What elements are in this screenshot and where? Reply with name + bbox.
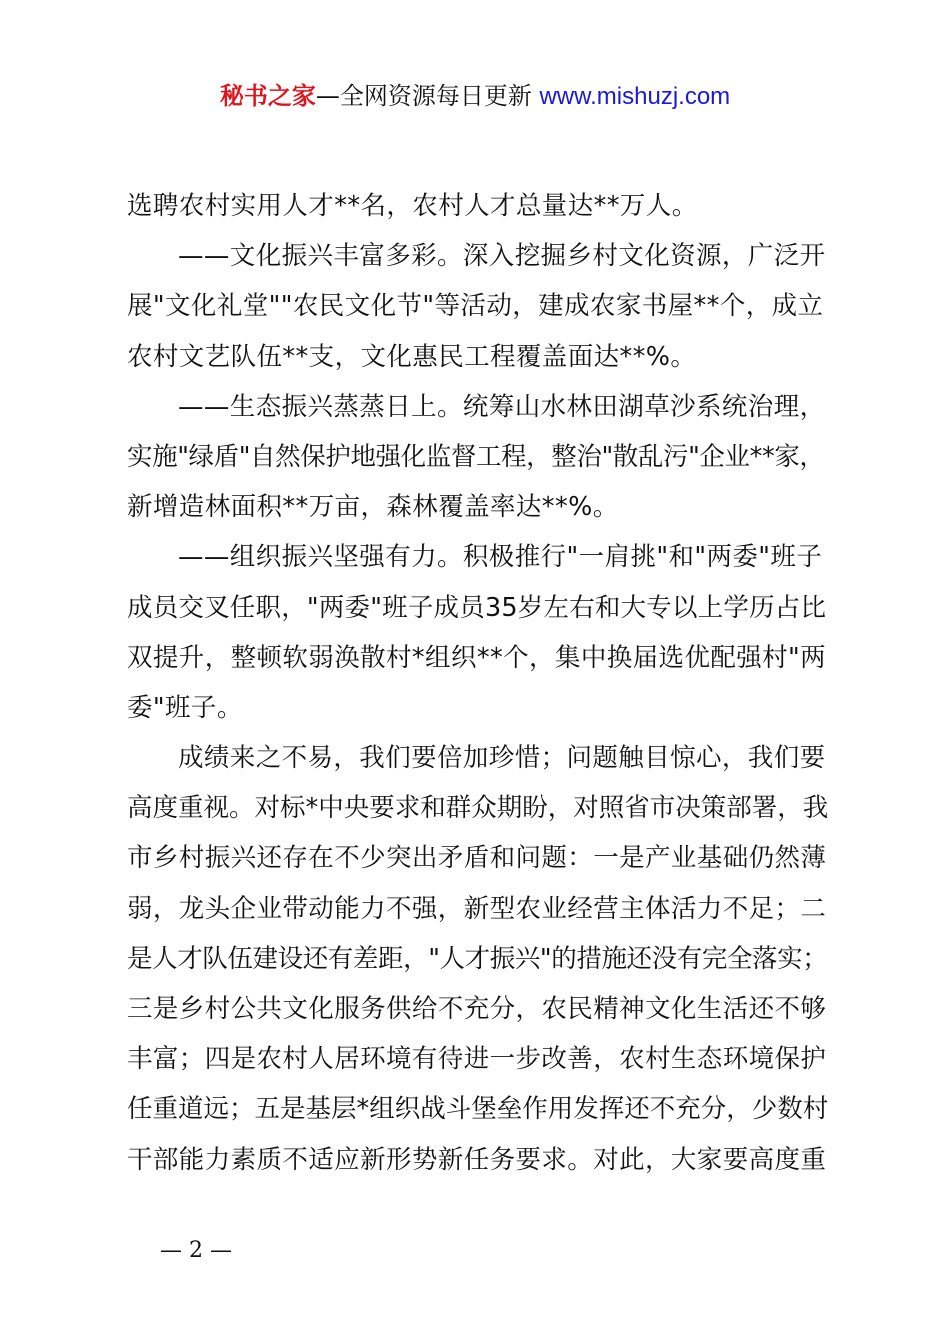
text-line: 农村文艺队伍**支，文化惠民工程覆盖面达**%。 <box>127 341 697 372</box>
text-line: 新增造林面积**万亩，森林覆盖率达**%。 <box>127 492 619 523</box>
text-line: 成绩来之不易，我们要倍加珍惜；问题触目惊心，我们要 <box>178 743 826 774</box>
text-line: 实施"绿盾"自然保护地强化监督工程，整治"散乱污"企业**家， <box>127 441 825 472</box>
header-tagline: —全网资源每日更新 <box>315 82 532 110</box>
text-line: ——文化振兴丰富多彩。深入挖掘乡村文化资源，广泛开 <box>178 241 826 272</box>
brand-name: 秘书之家 <box>219 82 316 110</box>
website-link[interactable]: www.mishuzj.com <box>539 83 731 110</box>
text-line: 任重道远；五是基层*组织战斗堡垒作用发挥还不充分，少数村 <box>127 1094 829 1125</box>
text-line: ——生态振兴蒸蒸日上。统筹山水林田湖草沙系统治理， <box>178 391 826 422</box>
text-line: 展"文化礼堂""农民文化节"等活动，建成农家书屋**个，成立 <box>127 291 824 322</box>
page-header <box>0 78 950 115</box>
text-line: 高度重视。对标*中央要求和群众期盼，对照省市决策部署，我 <box>127 793 829 824</box>
text-line: 是人才队伍建设还有差距，"人才振兴"的措施还没有完全落实； <box>127 943 828 974</box>
text-line: 市乡村振兴还存在不少突出矛盾和问题：一是产业基础仍然薄 <box>127 843 827 874</box>
text-line: 双提升，整顿软弱涣散村*组织**个，集中换届选优配强村"两 <box>127 642 827 673</box>
text-line: ——组织振兴坚强有力。积极推行"一肩挑"和"两委"班子 <box>178 542 823 573</box>
text-line: 丰富；四是农村人居环境有待进一步改善，农村生态环境保护 <box>127 1044 827 1075</box>
text-line: 委"班子。 <box>127 692 243 723</box>
text-line: 选聘农村实用人才**名，农村人才总量达**万人。 <box>127 191 698 221</box>
text-line: 三是乡村公共文化服务供给不充分，农民精神文化生活还不够 <box>127 994 827 1024</box>
document-body <box>127 181 827 1185</box>
text-line: 成员交叉任职，"两委"班子成员35岁左右和大专以上学历占比 <box>127 592 827 623</box>
text-line: 干部能力素质不适应新形势新任务要求。对此，大家要高度重 <box>127 1144 827 1175</box>
page-number: — 2 — <box>160 1238 232 1263</box>
text-line: 弱，龙头企业带动能力不强，新型农业经营主体活力不足；二 <box>127 893 827 924</box>
